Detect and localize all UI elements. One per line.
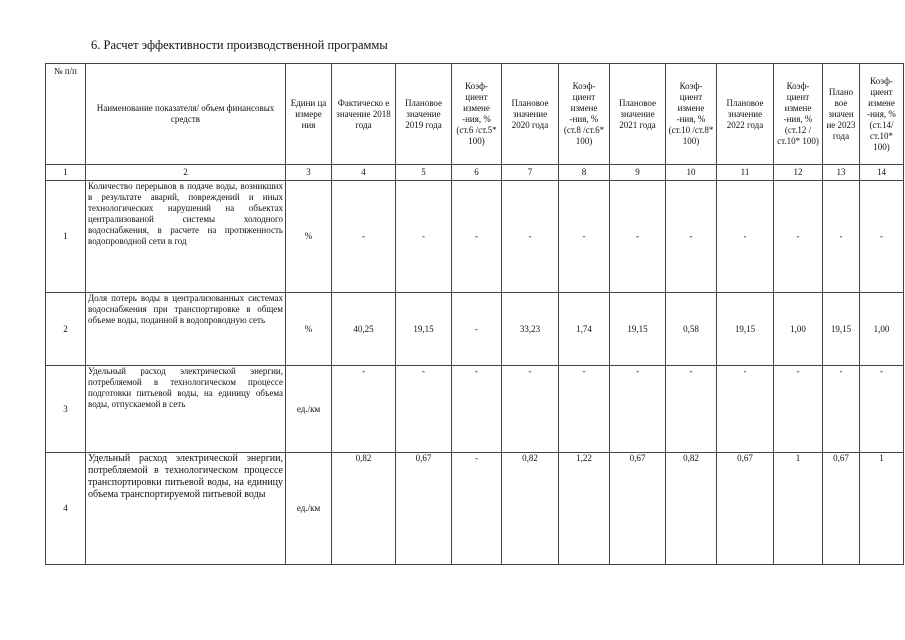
value-cell: - [666,181,717,293]
value-cell: 1,00 [860,293,904,366]
value-cell: - [332,181,396,293]
indicator-name: Удельный расход электрической энергии, потребляемой в технологическом процессе транспортировки питьевой воды, на единицу объема транспортируемой питьевой воды [86,453,286,565]
unit-cell: % [286,293,332,366]
value-cell: - [559,181,610,293]
value-cell: - [396,366,452,453]
value-cell: - [559,366,610,453]
value-cell: 33,23 [502,293,559,366]
value-cell: - [717,181,774,293]
value-cell: - [823,366,860,453]
value-cell: - [452,181,502,293]
column-number: 13 [823,165,860,181]
value-cell: - [396,181,452,293]
value-cell: - [823,181,860,293]
header-cell: Плано вое значен ие 2023 года [823,64,860,165]
row-number: 1 [46,181,86,293]
header-cell: Коэф- циент измене -ния, % (ст.10 /ст.8* 100) [666,64,717,165]
column-number: 1 [46,165,86,181]
value-cell: 0,82 [502,453,559,565]
table-row [46,366,904,453]
row-number: 4 [46,453,86,565]
header-cell: Коэф- циент измене -ния, % (ст.12 /ст.10* 100) [774,64,823,165]
value-cell: 40,25 [332,293,396,366]
value-cell: 1,00 [774,293,823,366]
unit-cell: ед./км [286,453,332,565]
efficiency-table [45,63,904,565]
column-number: 4 [332,165,396,181]
header-cell: Плановое значение 2019 года [396,64,452,165]
value-cell: 1,22 [559,453,610,565]
header-cell: Плановое значение 2022 года [717,64,774,165]
indicator-name: Доля потерь воды в централизованных системах водоснабжения при транспортировке в общем объеме воды, поданной в водопроводную сеть [86,293,286,366]
header-cell: Едини ца измере ния [286,64,332,165]
unit-cell: % [286,181,332,293]
value-cell: - [502,181,559,293]
column-number: 5 [396,165,452,181]
column-number: 7 [502,165,559,181]
value-cell: - [774,366,823,453]
column-number: 12 [774,165,823,181]
header-cell: Плановое значение 2021 года [610,64,666,165]
row-number: 2 [46,293,86,366]
value-cell: 1,74 [559,293,610,366]
value-cell: - [860,181,904,293]
column-number: 6 [452,165,502,181]
column-number: 10 [666,165,717,181]
value-cell: 19,15 [823,293,860,366]
column-number: 2 [86,165,286,181]
header-cell: Наименование показателя/ объем финансовых средств [86,64,286,165]
value-cell: 0,67 [610,453,666,565]
section-heading: 6. Расчет эффективности производственной программы [91,38,388,52]
value-cell: - [452,293,502,366]
table-row [46,181,904,293]
column-number: 3 [286,165,332,181]
unit-cell: ед./км [286,366,332,453]
value-cell: 1 [860,453,904,565]
value-cell: 19,15 [717,293,774,366]
value-cell: - [610,181,666,293]
value-cell: - [502,366,559,453]
table-body [46,64,904,565]
value-cell: 0,67 [823,453,860,565]
indicator-name: Удельный расход электрической энергии, потребляемой в технологическом процессе подготовки питьевой воды, на единицу объема воды, отпускаемой в сеть [86,366,286,453]
header-cell: Плановое значение 2020 года [502,64,559,165]
value-cell: 0,82 [332,453,396,565]
value-cell: - [332,366,396,453]
value-cell: - [860,366,904,453]
value-cell: 19,15 [396,293,452,366]
indicator-name: Количество перерывов в подаче воды, возникших в результате аварий, повреждений и иных технологических нарушений на объектах централизованой системы холодного водоснабжения, в расчете на протяженность водопроводной сети в год [86,181,286,293]
value-cell: 19,15 [610,293,666,366]
column-number-row [46,165,904,181]
header-row [46,64,904,165]
header-cell: № п/п [46,64,86,165]
header-cell: Коэф- циент измене -ния, % (ст.14/ ст.10* 100) [860,64,904,165]
value-cell: - [717,366,774,453]
value-cell: 0,58 [666,293,717,366]
table-row [46,293,904,366]
value-cell: - [666,366,717,453]
value-cell: - [610,366,666,453]
header-cell: Фактическо е значение 2018 года [332,64,396,165]
header-cell: Коэф- циент измене -ния, %(ст.6 /ст.5* 100) [452,64,502,165]
value-cell: - [452,453,502,565]
column-number: 11 [717,165,774,181]
column-number: 9 [610,165,666,181]
table-row [46,453,904,565]
header-cell: Коэф- циент измене -ния, % (ст.8 /ст.6* 100) [559,64,610,165]
row-number: 3 [46,366,86,453]
value-cell: 0,82 [666,453,717,565]
column-number: 8 [559,165,610,181]
value-cell: 1 [774,453,823,565]
value-cell: - [452,366,502,453]
value-cell: - [774,181,823,293]
value-cell: 0,67 [396,453,452,565]
value-cell: 0,67 [717,453,774,565]
column-number: 14 [860,165,904,181]
